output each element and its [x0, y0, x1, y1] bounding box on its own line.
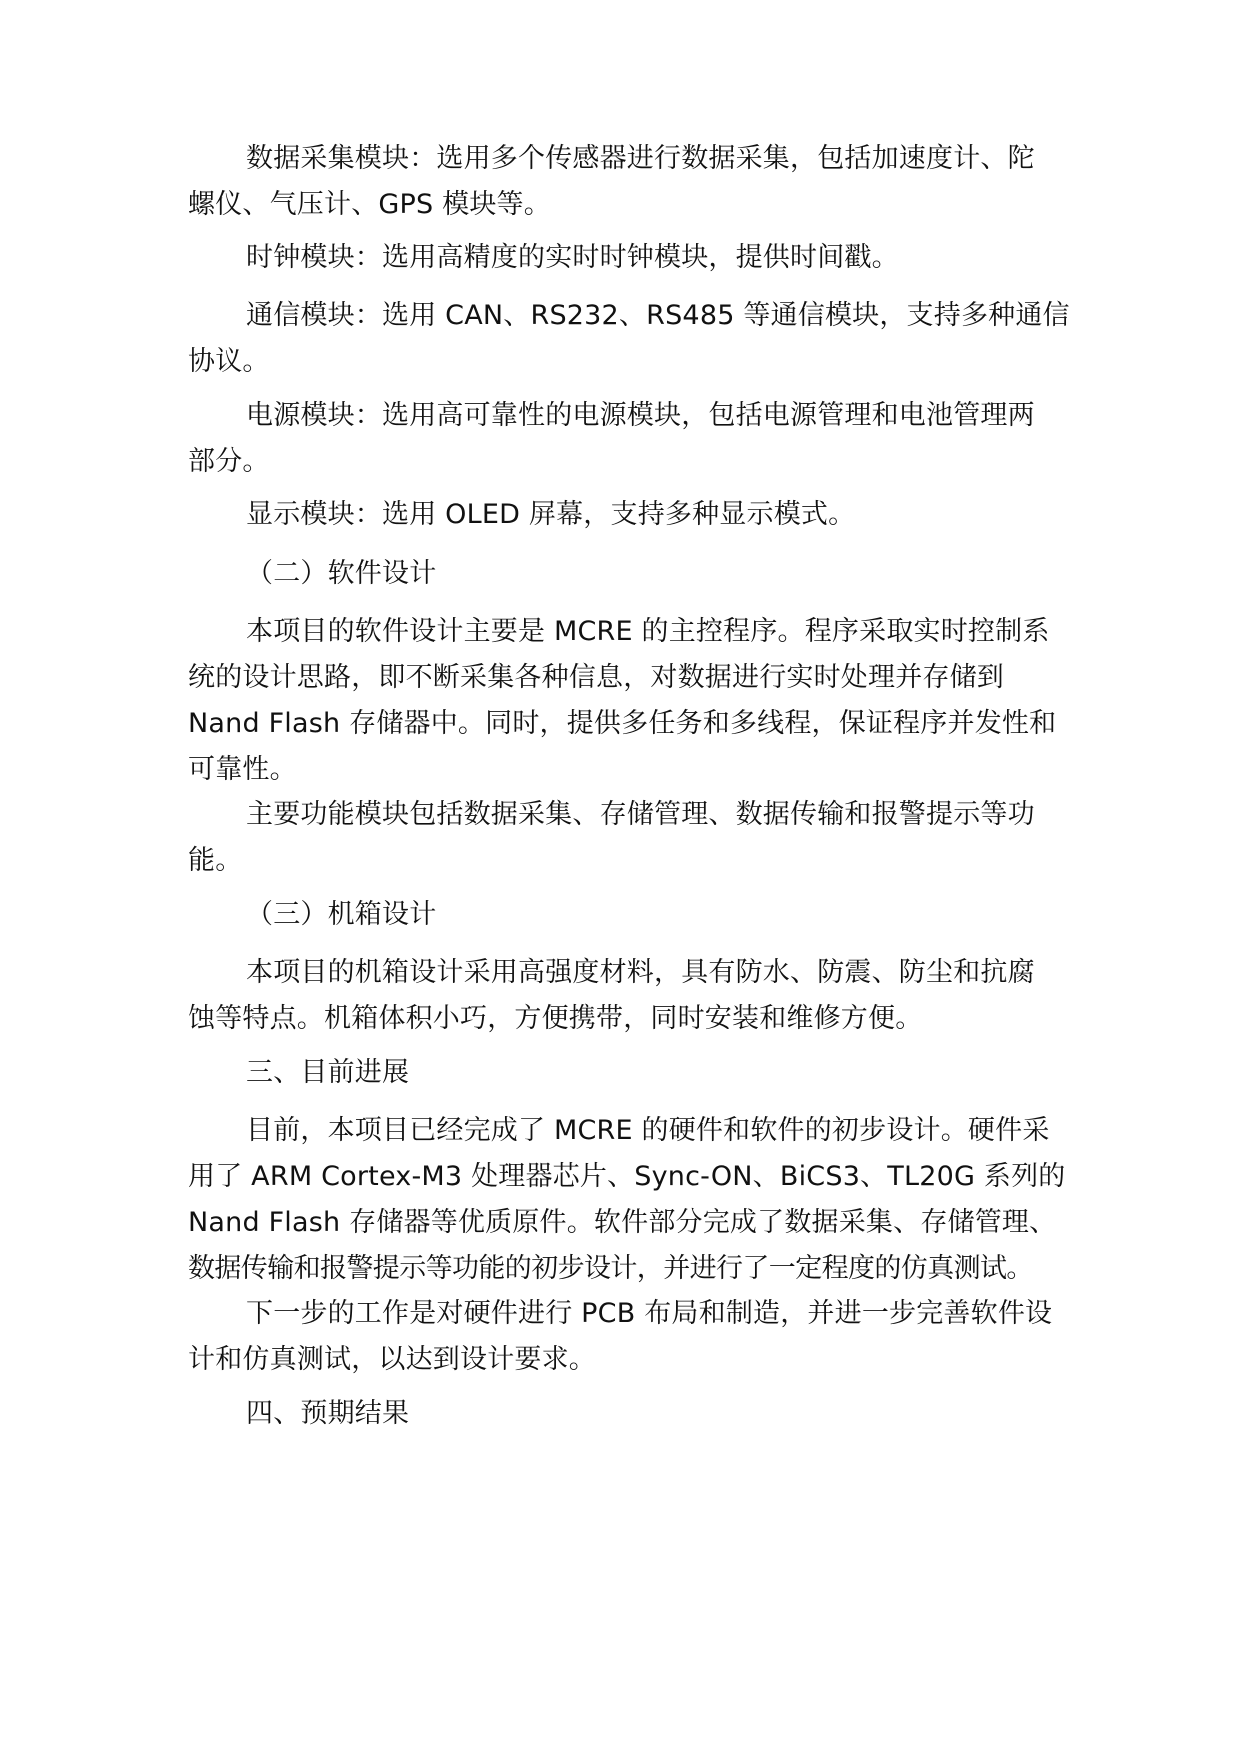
text-line: 数据传输和报警提示等功能的初步设计，并进行了一定程度的仿真测试。 [188, 1253, 1033, 1284]
heading-text: （三）机箱设计 [246, 899, 437, 930]
text-line: 电源模块：选用高可靠性的电源模块，包括电源管理和电池管理两 [246, 400, 1035, 431]
text-line: 计和仿真测试，以达到设计要求。 [188, 1344, 596, 1375]
paragraph-power-module [188, 393, 1068, 485]
paragraph-display-module [188, 492, 1068, 538]
heading-text: 四、预期结果 [246, 1398, 410, 1429]
text-line: Nand Flash 存储器中。同时，提供多任务和多线程，保证程序并发性和 [188, 708, 1057, 739]
text-line: 目前，本项目已经完成了 MCRE 的硬件和软件的初步设计。硬件采 [246, 1115, 1050, 1146]
text-line: 统的设计思路，即不断采集各种信息，对数据进行实时处理并存储到 [188, 662, 1004, 693]
section-heading-expected [188, 1391, 1068, 1437]
paragraph-software-design [188, 609, 1068, 793]
text-line: 能。 [188, 845, 243, 876]
paragraph-clock-module [188, 235, 1068, 281]
section-heading-software [188, 551, 1068, 597]
text-line: 时钟模块：选用高精度的实时时钟模块，提供时间戳。 [246, 242, 899, 273]
text-line: 显示模块：选用 OLED 屏幕，支持多种显示模式。 [246, 499, 856, 530]
text-line: 蚀等特点。机箱体积小巧，方便携带，同时安装和维修方便。 [188, 1003, 923, 1034]
text-line: 用了 ARM Cortex-M3 处理器芯片、Sync-ON、BiCS3、TL20G 系列的 [188, 1161, 1066, 1192]
paragraph-current-progress [188, 1108, 1068, 1292]
text-line: Nand Flash 存储器等优质原件。软件部分完成了数据采集、存储管理、 [188, 1207, 1057, 1238]
paragraph-enclosure-design [188, 950, 1068, 1042]
text-line: 本项目的软件设计主要是 MCRE 的主控程序。程序采取实时控制系 [246, 616, 1050, 647]
text-line: 螺仪、气压计、GPS 模块等。 [188, 189, 551, 220]
section-heading-enclosure [188, 892, 1068, 938]
text-line: 协议。 [188, 346, 270, 377]
paragraph-communication-module [188, 293, 1068, 385]
paragraph-next-steps [188, 1291, 1068, 1383]
text-line: 部分。 [188, 446, 270, 477]
text-line: 数据采集模块：选用多个传感器进行数据采集，包括加速度计、陀 [246, 143, 1035, 174]
paragraph-main-functions [188, 792, 1068, 884]
paragraph-data-acquisition [188, 136, 1068, 228]
heading-text: 三、目前进展 [246, 1057, 410, 1088]
text-line: 可靠性。 [188, 754, 297, 785]
heading-text: （二）软件设计 [246, 558, 437, 589]
section-heading-progress [188, 1050, 1068, 1096]
text-line: 下一步的工作是对硬件进行 PCB 布局和制造，并进一步完善软件设 [246, 1298, 1053, 1329]
text-line: 通信模块：选用 CAN、RS232、RS485 等通信模块，支持多种通信 [246, 300, 1070, 331]
text-line: 主要功能模块包括数据采集、存储管理、数据传输和报警提示等功 [246, 799, 1035, 830]
text-line: 本项目的机箱设计采用高强度材料，具有防水、防震、防尘和抗腐 [246, 957, 1035, 988]
